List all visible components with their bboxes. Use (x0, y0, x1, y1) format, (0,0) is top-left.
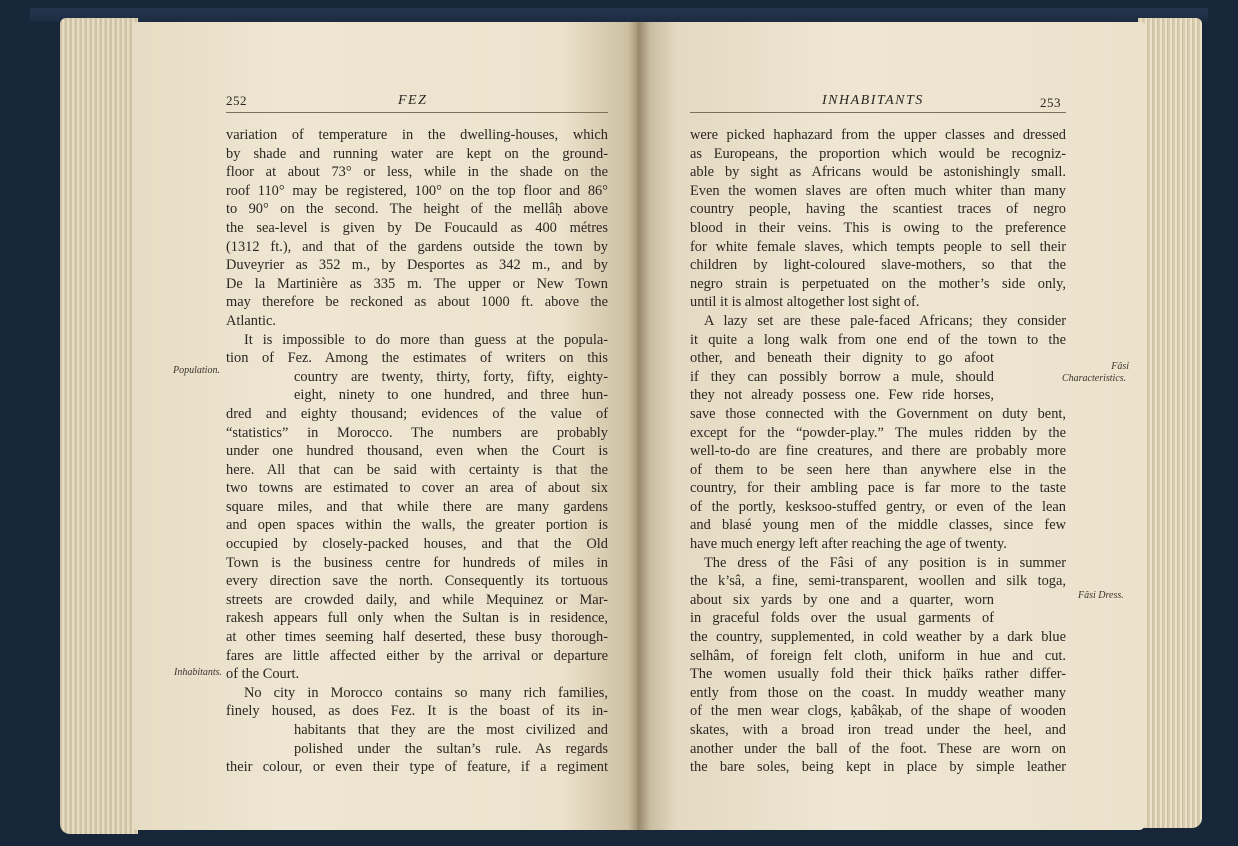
text-line: have much energy left after reaching the age of twenty. (690, 536, 1007, 553)
text-line: Even the women slaves are often much whiter than many (690, 182, 1066, 199)
text-line: every direction save the north. Consequently its tortuous (226, 573, 608, 590)
right-body-text (690, 126, 1066, 777)
text-line: (1312 ft.), and that of the gardens outside the town by (226, 238, 608, 255)
left-running-title: FEZ (398, 93, 428, 108)
text-line: De la Martinière as 335 m. The upper or New Town (226, 275, 608, 292)
text-line: polished under the sultan’s rule. As regards (294, 740, 608, 757)
text-line: country people, having the scantiest traces of negro (690, 201, 1066, 218)
text-line: save those connected with the Government on duty bent, (690, 405, 1066, 422)
text-line: It is impossible to do more than guess at the popula- (244, 331, 608, 348)
text-line: were picked haphazard from the upper classes and dressed (690, 127, 1066, 143)
text-line: here. All that can be said with certainty is that the (226, 461, 608, 478)
text-line: children by light-coloured slave-mothers, so that the (690, 257, 1066, 274)
sidenote-fasi-dress: Fâsi Dress. (1078, 590, 1124, 601)
text-line: under one hundred thousand, even when the Court is (226, 443, 608, 460)
text-line: ently from those on the coast. In muddy weather many (690, 684, 1066, 701)
text-line: another under the ball of the foot. These are worn on (690, 740, 1066, 757)
sidenote-characteristics: Characteristics. (1062, 373, 1127, 384)
text-line: well-to-do are fine creatures, and there are probably more (690, 443, 1066, 460)
text-line: of the men wear clogs, ḳabâḳab, of the shape of wooden (690, 703, 1066, 720)
text-line: No city in Morocco contains so many rich families, (244, 684, 608, 701)
text-line: in graceful folds over the usual garments of (690, 610, 994, 627)
text-line: occupied by closely-packed houses, and that the Old (226, 536, 608, 553)
text-line: of the portly, kesksoo-stuffed gentry, or even of the lean (690, 498, 1066, 515)
text-line: rakesh appears full only when the Sultan is in residence, (226, 610, 608, 627)
text-line: they not already possess one. Few ride horses, (690, 387, 994, 404)
text-line: their colour, or even their type of feature, if a regiment (226, 759, 608, 776)
text-line: of the Court. (226, 666, 300, 683)
text-line: until it is almost altogether lost sight of. (690, 294, 920, 311)
text-line: the bare soles, being kept in place by simple leather (690, 759, 1066, 776)
text-line: other, and beneath their dignity to go afoot (690, 350, 994, 367)
page-edges-right (1138, 18, 1202, 828)
text-line: “statistics” in Morocco. The numbers are probably (226, 424, 608, 441)
text-line: blood in their veins. This is owing to the preference (690, 219, 1066, 236)
sidenote-population: Population. (173, 365, 220, 376)
text-line: fares are little affected either by the arrival or departure (226, 647, 608, 664)
text-line: the sea-level is given by De Foucauld as 400 métres (226, 219, 608, 236)
text-line: A lazy set are these pale-faced Africans; they consider (704, 312, 1066, 329)
text-line: The dress of the Fâsi of any position is in summer (704, 554, 1066, 571)
text-line: tion of Fez. Among the estimates of writers on this (226, 350, 608, 367)
text-line: to 90° on the second. The height of the mellâḥ above (226, 201, 608, 218)
text-line: floor at about 73° or less, while in the shade on the (226, 164, 608, 181)
text-line: may therefore be reckoned as about 1000 ft. above the (226, 294, 608, 311)
left-page-number: 252 (226, 93, 247, 108)
text-line: skates, with a broad iron tread under the heel, and (690, 722, 1066, 738)
right-header-rule (690, 112, 1066, 113)
text-line: negro strain is perpetuated on the mother’s side only, (690, 275, 1066, 292)
text-line: roof 110° may be registered, 100° on the top floor and 86° (226, 182, 608, 199)
text-line: the country, supplemented, in cold weather by a dark blue (690, 629, 1066, 646)
page-edges-left (60, 18, 138, 834)
text-line: The women usually fold their thick ḥaïks rather differ- (690, 666, 1066, 683)
text-line: eight, ninety to one hundred, and three hun- (294, 387, 608, 404)
text-line: the k’sâ, a fine, semi-transparent, woollen and silk toga, (690, 573, 1066, 590)
text-line: able by sight as Africans would be astonishingly small. (690, 164, 1066, 181)
text-line: it quite a long walk from one end of the town to the (690, 331, 1066, 348)
text-line: if they can possibly borrow a mule, should (690, 368, 994, 385)
text-line: two towns are estimated to cover an area of about six (226, 480, 608, 497)
text-line: country, for their ambling pace is far more to the taste (690, 480, 1066, 497)
text-line: selhâm, of foreign felt cloth, uniform in hue and cut. (690, 647, 1066, 664)
book-cover (30, 8, 1208, 22)
text-line: by shade and running water are kept on the ground- (226, 145, 608, 162)
text-line: Town is the business centre for hundreds of miles in (226, 554, 608, 571)
text-line: and blasé young men of the middle classes, since few (690, 517, 1066, 534)
text-line: as Europeans, the proportion which would be recogniz- (690, 145, 1066, 162)
text-line: for white female slaves, which tempts people to sell their (690, 238, 1066, 255)
text-line: square miles, and that while there are many gardens (226, 498, 608, 515)
sidenote-inhabitants: Inhabitants. (174, 667, 223, 678)
right-page-number: 253 (1040, 95, 1061, 110)
text-line: and open spaces within the walls, the greater portion is (226, 517, 608, 534)
text-line: Duveyrier as 352 m., by Desportes as 342 m., and by (226, 257, 608, 274)
book-gutter (628, 22, 650, 830)
text-line: about six yards by one and a quarter, worn (690, 591, 994, 608)
text-line: finely housed, as does Fez. It is the boast of its in- (226, 703, 608, 720)
text-line: Atlantic. (226, 312, 276, 329)
right-running-title: INHABITANTS (822, 93, 924, 108)
text-line: streets are crowded daily, and while Mequinez or Mar- (226, 591, 608, 608)
text-line: dred and eighty thousand; evidences of the value of (226, 405, 608, 422)
text-line: at other times seeming half deserted, these busy thorough- (226, 629, 608, 646)
text-line: of them to be seen here than anywhere else in the (690, 461, 1066, 478)
text-line: country are twenty, thirty, forty, fifty, eighty- (294, 368, 608, 385)
sidenote-fasi: Fâsi (1111, 361, 1129, 372)
text-line: variation of temperature in the dwelling-houses, which (226, 127, 608, 143)
left-header-rule (226, 112, 608, 113)
left-body-text (226, 126, 608, 777)
text-line: habitants that they are the most civilized and (294, 722, 608, 738)
text-line: except for the “powder-play.” The mules ridden by the (690, 424, 1066, 441)
